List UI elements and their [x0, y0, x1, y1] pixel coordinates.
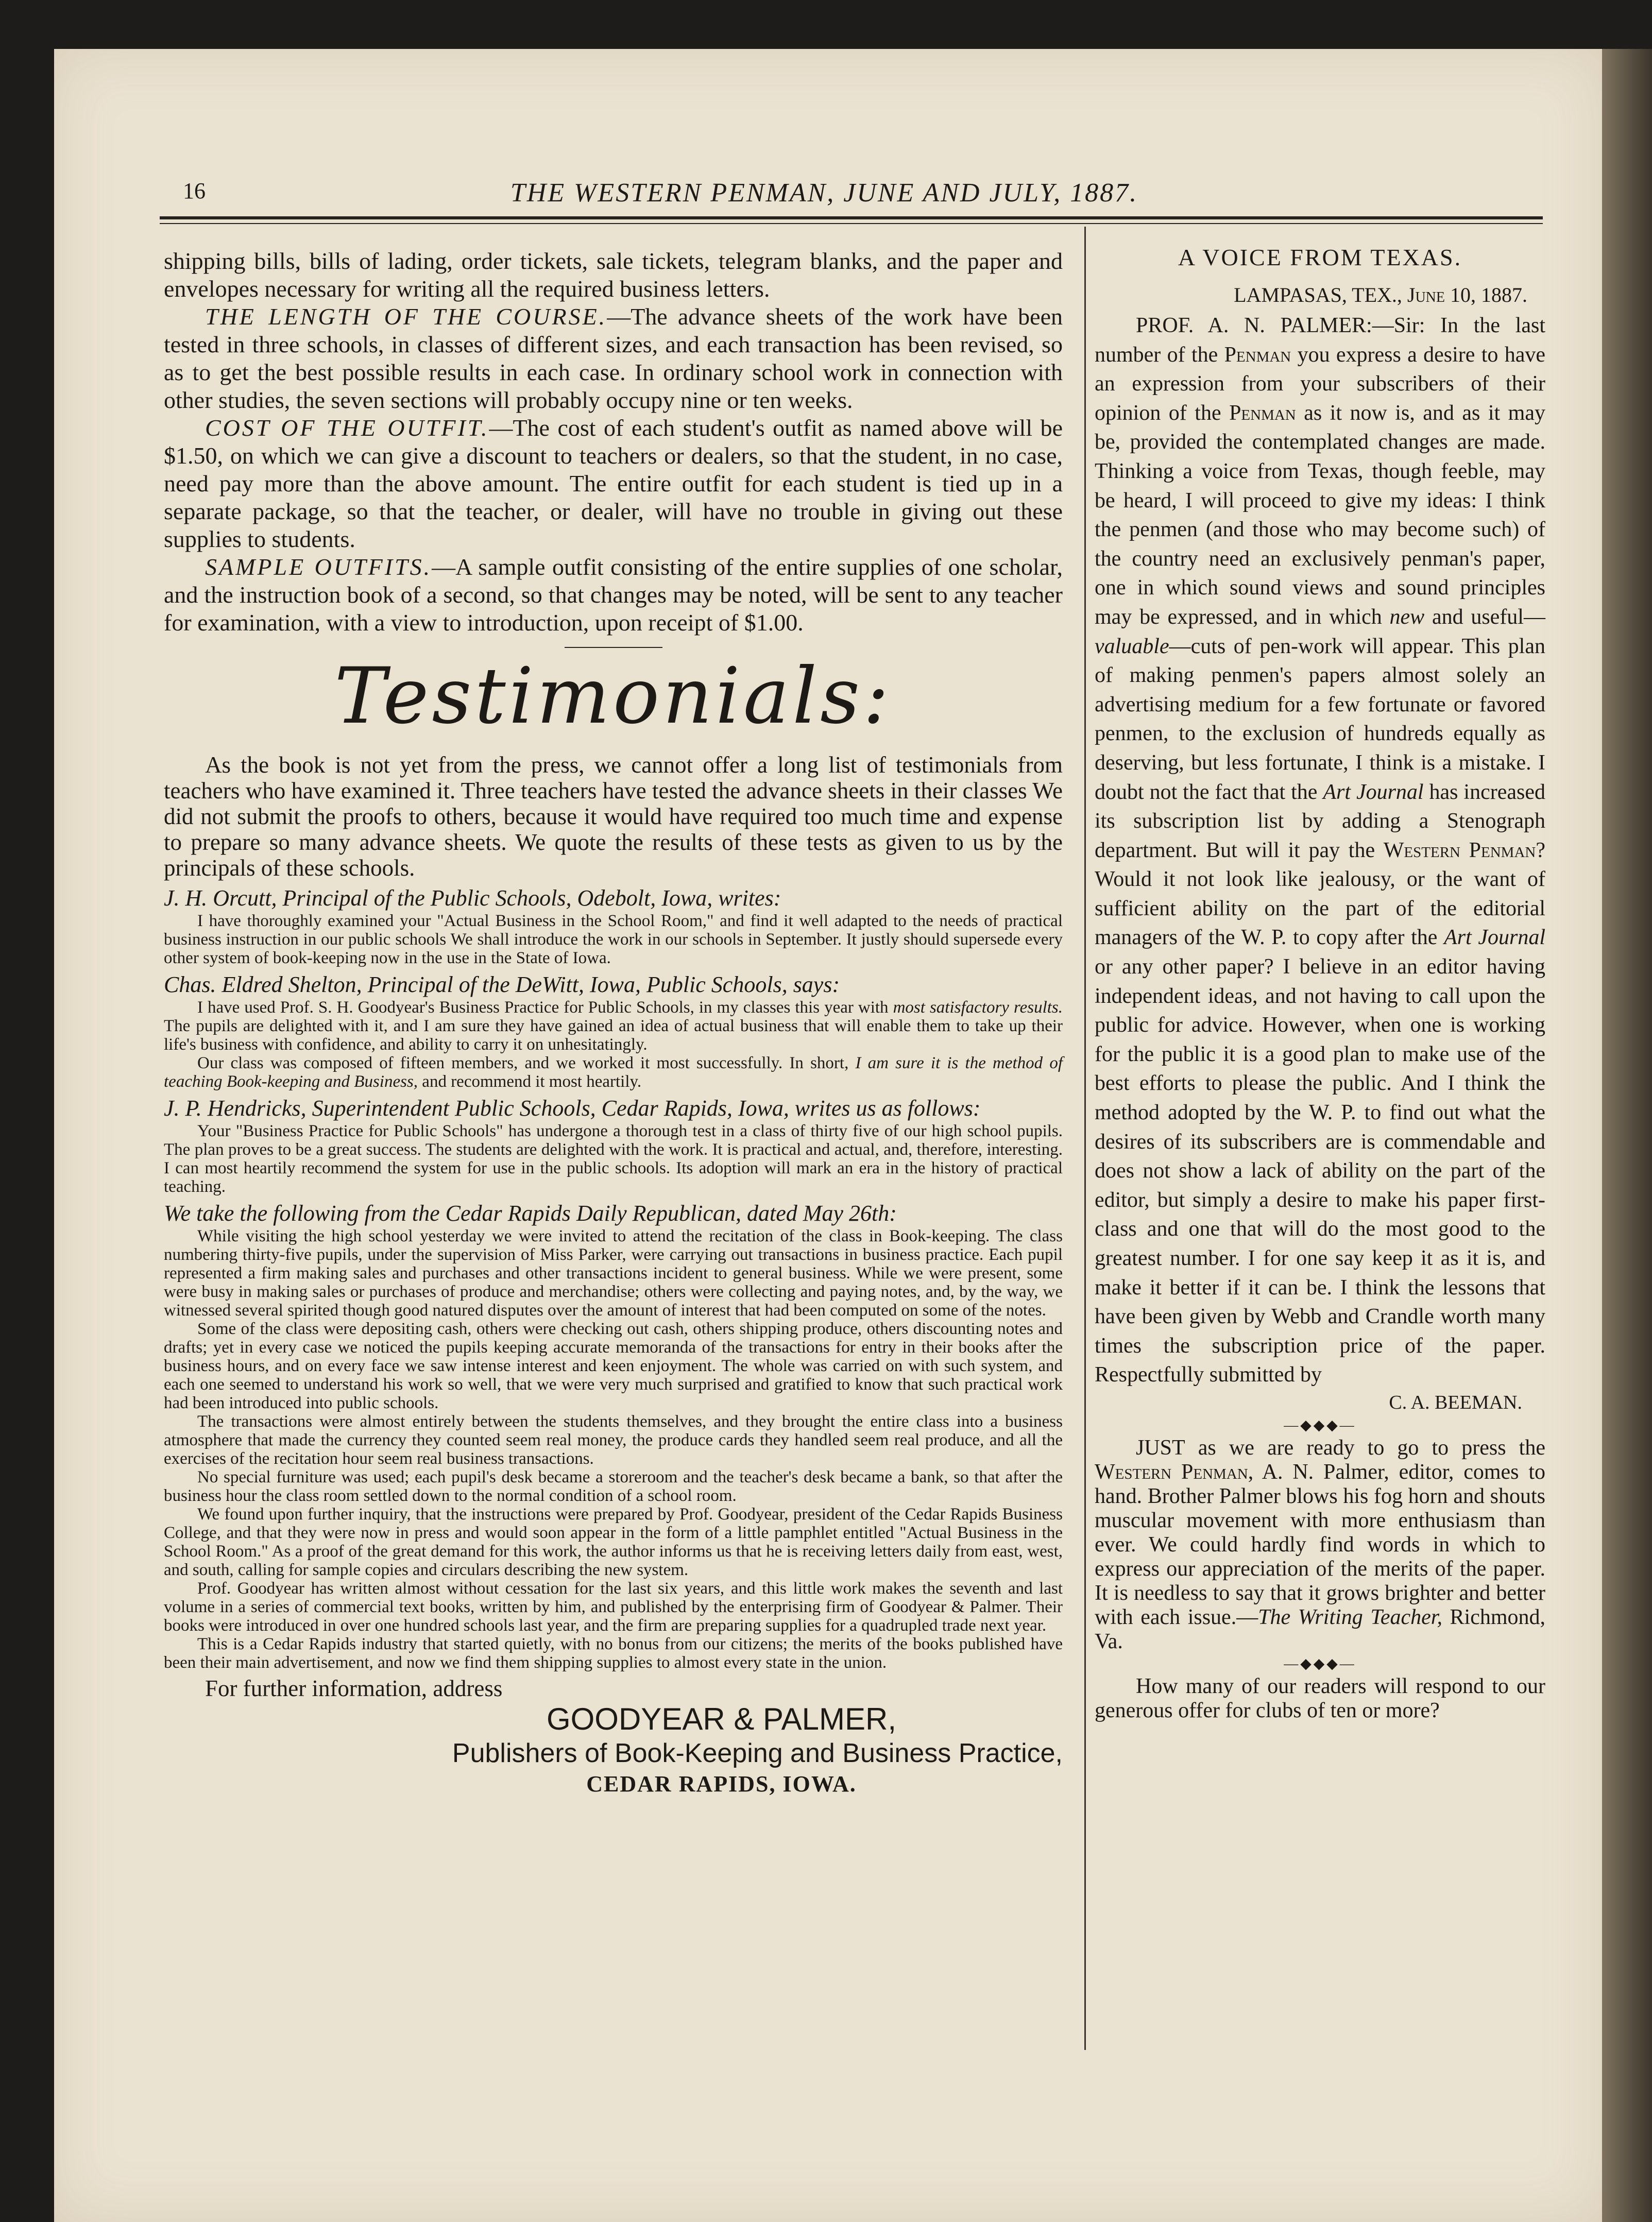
letter-salutation: PROF. A. N. PALMER:	[1136, 314, 1372, 337]
header-rule-thin	[160, 223, 1543, 224]
intro-paragraph: shipping bills, bills of lading, order tickets, sale tickets, telegram blanks, and the paper and envelopes necessary for writing all the required business letters.	[164, 248, 1063, 302]
header-rule	[160, 216, 1543, 219]
letter-text-a: —Sir: In the last number of the	[1095, 314, 1545, 367]
column-divider	[1084, 227, 1086, 2050]
sample-paragraph	[164, 553, 1063, 637]
letter-text-d: and useful—	[1424, 605, 1545, 629]
cost-heading: COST OF THE OUTFIT.	[205, 415, 489, 441]
republican-paragraph-4: No special furniture was used; each pupil's desk became a storeroom and the teacher's desk became a bank, so that after the business hour the class room settled down to the normal condition of a school room.	[164, 1468, 1063, 1505]
length-text: —The advance sheets of the work have been tested in three schools, in classes of different sizes, and each transaction has been revised, so as to get the best possible results in each case. In ordinary school work in connection with other studies, the seven sections will probably occupy nine or ten weeks.	[164, 303, 1063, 413]
shelton-text-a: I have used Prof. S. H. Goodyear's Business Practice for Public Schools, in my classes this year with	[197, 998, 893, 1017]
testimonials-heading: Testimonials:	[334, 652, 892, 741]
letter-text-c: as it now is, and as it may be, provided the contemplated changes are made. Thinking a voice from Texas, though feeble, may be heard, I will proceed to give my ideas: I think the penmen (and those who may become such) of the country need an exclusively penman's paper, one in which sound views and sound principles may be expressed, and in which	[1095, 401, 1545, 629]
left-column	[164, 247, 1063, 1799]
western-penman-ref: Western Penman	[1383, 838, 1536, 862]
publication-title: THE WESTERN PENMAN, JUNE AND JULY, 1887.	[510, 178, 1138, 208]
shelton-text2-em: I am sure it is the method of teaching Book-keeping and Business,	[164, 1054, 1063, 1091]
shelton-text-em: most satisfactory results.	[893, 998, 1063, 1017]
orcutt-text: I have thoroughly examined your "Actual Business in the School Room," and find it well adapted to the needs of practical business instruction in our public schools We shall introduce the work in our schools in September. It justly should supersede every other system of book-keeping now in the use in the State of Iowa.	[164, 912, 1063, 967]
length-heading: THE LENGTH OF THE COURSE.	[205, 303, 607, 330]
penman-ref-1: Penman	[1224, 343, 1291, 367]
ornament-divider: —◆◆◆—	[1284, 1417, 1356, 1433]
section-divider	[565, 647, 662, 648]
writing-teacher-note	[1095, 1436, 1545, 1654]
letter-text-f: has increased its subscription list by adding a Stenograph department. But will it pay the	[1095, 780, 1545, 862]
penman-ref-2: Penman	[1229, 401, 1296, 425]
art-journal-ref-2: Art Journal	[1444, 926, 1546, 950]
note-text-a: as we are ready to go to press the	[1185, 1435, 1545, 1460]
ornament-divider-2: —◆◆◆—	[1284, 1655, 1356, 1672]
firm-description: Publishers of Book-Keeping and Business Practice,	[452, 1738, 1063, 1768]
shelton-text	[164, 998, 1063, 1054]
letter-dateline: LAMPASAS, TEX., June 10, 1887.	[1234, 283, 1527, 306]
letter-signature: C. A. BEEMAN.	[1389, 1391, 1522, 1413]
note-source: The Writing Teacher,	[1258, 1605, 1442, 1629]
republican-paragraph-3: The transactions were almost entirely between the students themselves, and they brought the entire class into a business atmosphere that made the currency they counted seem real money, the produce cards they handled seem real produce, and all the exercises of the recitation hour seem real business transactions.	[164, 1412, 1063, 1468]
art-journal-ref-1: Art Journal	[1323, 780, 1424, 804]
hendricks-text: Your "Business Practice for Public Schools" has undergone a thorough test in a class of thirty five of our high school pupils. The plan proves to be a great success. The students are delighted with the work. It is practical and actual, and, therefore, interesting. I can most heartily recommend the system for use in the public schools. Its adoption will mark an era in the history of practical teaching.	[164, 1122, 1063, 1196]
sample-text: —A sample outfit consisting of the entire supplies of one scholar, and the instruction book of a second, so that changes may be noted, will be sent to any teacher for examination, with a view to introduction, upon receipt of $1.00.	[164, 554, 1063, 636]
shelton-text2-a: Our class was composed of fifteen members, and we worked it most successfully. In short,	[197, 1054, 856, 1072]
address-lead: For further information, address	[205, 1676, 503, 1701]
note-text-b: , A. N. Palmer, editor, comes to hand. Brother Palmer blows his fog horn and shouts muscular movement with more enthusiasm than ever. We could hardly find words in which to express our appreciation of the merits of the paper. It is needless to say that it grows brighter and better with each issue.—	[1095, 1460, 1545, 1629]
closing-note: How many of our readers will respond to our generous offer for clubs of ten or more?	[1095, 1674, 1545, 1722]
note-text-c: Richmond, Va.	[1095, 1605, 1545, 1653]
testimonials-intro: As the book is not yet from the press, we cannot offer a long list of testimonials from teachers who have examined it. Three teachers have tested the advance sheets in their classes We did not submit the proofs to others, because it would have required too much time and expense to prepare so many advance sheets. We quote the results of these tests as given to us by the principals of these schools.	[164, 752, 1063, 881]
sample-heading: SAMPLE OUTFITS.	[205, 554, 432, 580]
letter-text-h: or any other paper? I believe in an editor having independent ideas, and not having to call upon the public for advice. However, when one is working for the public it is a good plan to make use of the best efforts to please the public. And I think the method adopted by the W. P. to find out what the desires of its subscribers are is commendable and does not show a lack of ability on the part of the editor, but simply a desire to make his paper first-class and one that will do the most good to the greatest number. I for one say keep it as it is, and make it better if it can be. I think the lessons that have been given by Webb and Crandle worth many times the subscription price of the paper. Respectfully submitted by	[1095, 955, 1545, 1387]
hendricks-heading: J. P. Hendricks, Superintendent Public Schools, Cedar Rapids, Iowa, writes us as follows:	[164, 1096, 981, 1121]
shelton-text-2	[164, 1054, 1063, 1091]
republican-paragraph-1: While visiting the high school yesterday we were invited to attend the recitation of the class in Book-keeping. The class numbering thirty-five pupils, under the supervision of Miss Parker, were carrying out transactions in business practice. Each pupil represented a firm making sales and purchases and other transactions incident to general business. While we were present, some were busy in making sales or purchases of produce and merchandise; others were collecting and paying notes, and, by the way, we witnessed several spirited though good natured disputes over the amount of interest that had been computed on some of the notes.	[164, 1227, 1063, 1320]
shelton-heading: Chas. Eldred Shelton, Principal of the DeWitt, Iowa, Public Schools, says:	[164, 972, 840, 997]
letter-em-new: new	[1389, 605, 1425, 629]
republican-paragraph-5: We found upon further inquiry, that the instructions were prepared by Prof. Goodyear, president of the Cedar Rapids Business College, and that they were now in press and would soon appear in the form of a little pamphlet entitled "Actual Business in the School Room." As a proof of the great demand for this work, the author informs us that he is receiving letters daily from east, west, and south, calling for sample copies and circulars describing the new system.	[164, 1505, 1063, 1579]
letter-title: A VOICE FROM TEXAS.	[1178, 244, 1462, 270]
republican-paragraph-2: Some of the class were depositing cash, others were checking out cash, others shipping produce, others discounting notes and drafts; yet in every case we noticed the pupils keeping accurate memoranda of the transactions for entry in their books after the business hours, and on every face we saw intense interest and keen enjoyment. The whole was carried on with such system, and each one seemed to understand his work so well, that we were very much surprised and gratified to know that such practical work had been introduced into public schools.	[164, 1320, 1063, 1412]
letter-em-valuable: valuable	[1095, 634, 1169, 658]
note-western-penman: Western Penman	[1095, 1460, 1248, 1484]
cost-paragraph	[164, 414, 1063, 553]
letter-text-b: you express a desire to have an expression from your subscribers of their opinion of the	[1095, 343, 1546, 425]
shelton-text-b: The pupils are delighted with it, and I am sure they have gained an idea of actual business that will enable them to take up their life's business with confidence, and ability to carry it on unhesitatingly.	[164, 1017, 1063, 1054]
letter-text-g: ? Would it not look like jealousy, or the want of sufficient ability on the part of the editorial managers of the W. P. to copy after the	[1095, 838, 1545, 950]
firm-name: GOODYEAR & PALMER,	[546, 1702, 897, 1736]
firm-city: CEDAR RAPIDS, IOWA.	[586, 1771, 857, 1797]
length-paragraph	[164, 303, 1063, 414]
note-lead: JUST	[1136, 1435, 1185, 1460]
cost-text: —The cost of each student's outfit as named above will be $1.50, on which we can give a discount to teachers or dealers, so that the student, in no case, need pay more than the above amount. The entire outfit for each student is tied up in a separate package, so that the teacher, or dealer, will have no trouble in giving out these supplies to students.	[164, 415, 1063, 552]
shelton-text2-b: and recommend it most heartily.	[418, 1072, 642, 1091]
letter-text-e: —cuts of pen-work will appear. This plan of making penmen's papers almost solely an advertising medium for a few fortunate or favored penmen, to the exclusion of hundreds equally as deserving, but less fortunate, I think is a mistake. I doubt not the fact that the	[1095, 634, 1545, 804]
page-edge	[1602, 49, 1652, 2222]
republican-heading: We take the following from the Cedar Rapids Daily Republican, dated May 26th:	[164, 1201, 897, 1226]
republican-paragraph-7: This is a Cedar Rapids industry that started quietly, with no bonus from our citizens; the merits of the books published have been their main advertisement, and now we find them shipping supplies to almost every state in the union.	[164, 1635, 1063, 1672]
page-number: 16	[183, 178, 206, 203]
orcutt-heading: J. H. Orcutt, Principal of the Public Schools, Odebolt, Iowa, writes:	[164, 885, 781, 911]
right-column	[1095, 242, 1545, 1723]
republican-paragraph-6: Prof. Goodyear has written almost without cessation for the last six years, and this little work makes the seventh and last volume in a series of commercial text books, written by him, and published by the enterprising firm of Goodyear & Palmer. Their books were introduced in over one hundred schools last year, and the firm are preparing supplies for a quadrupled trade next year.	[164, 1579, 1063, 1635]
letter-body	[1095, 311, 1545, 1390]
